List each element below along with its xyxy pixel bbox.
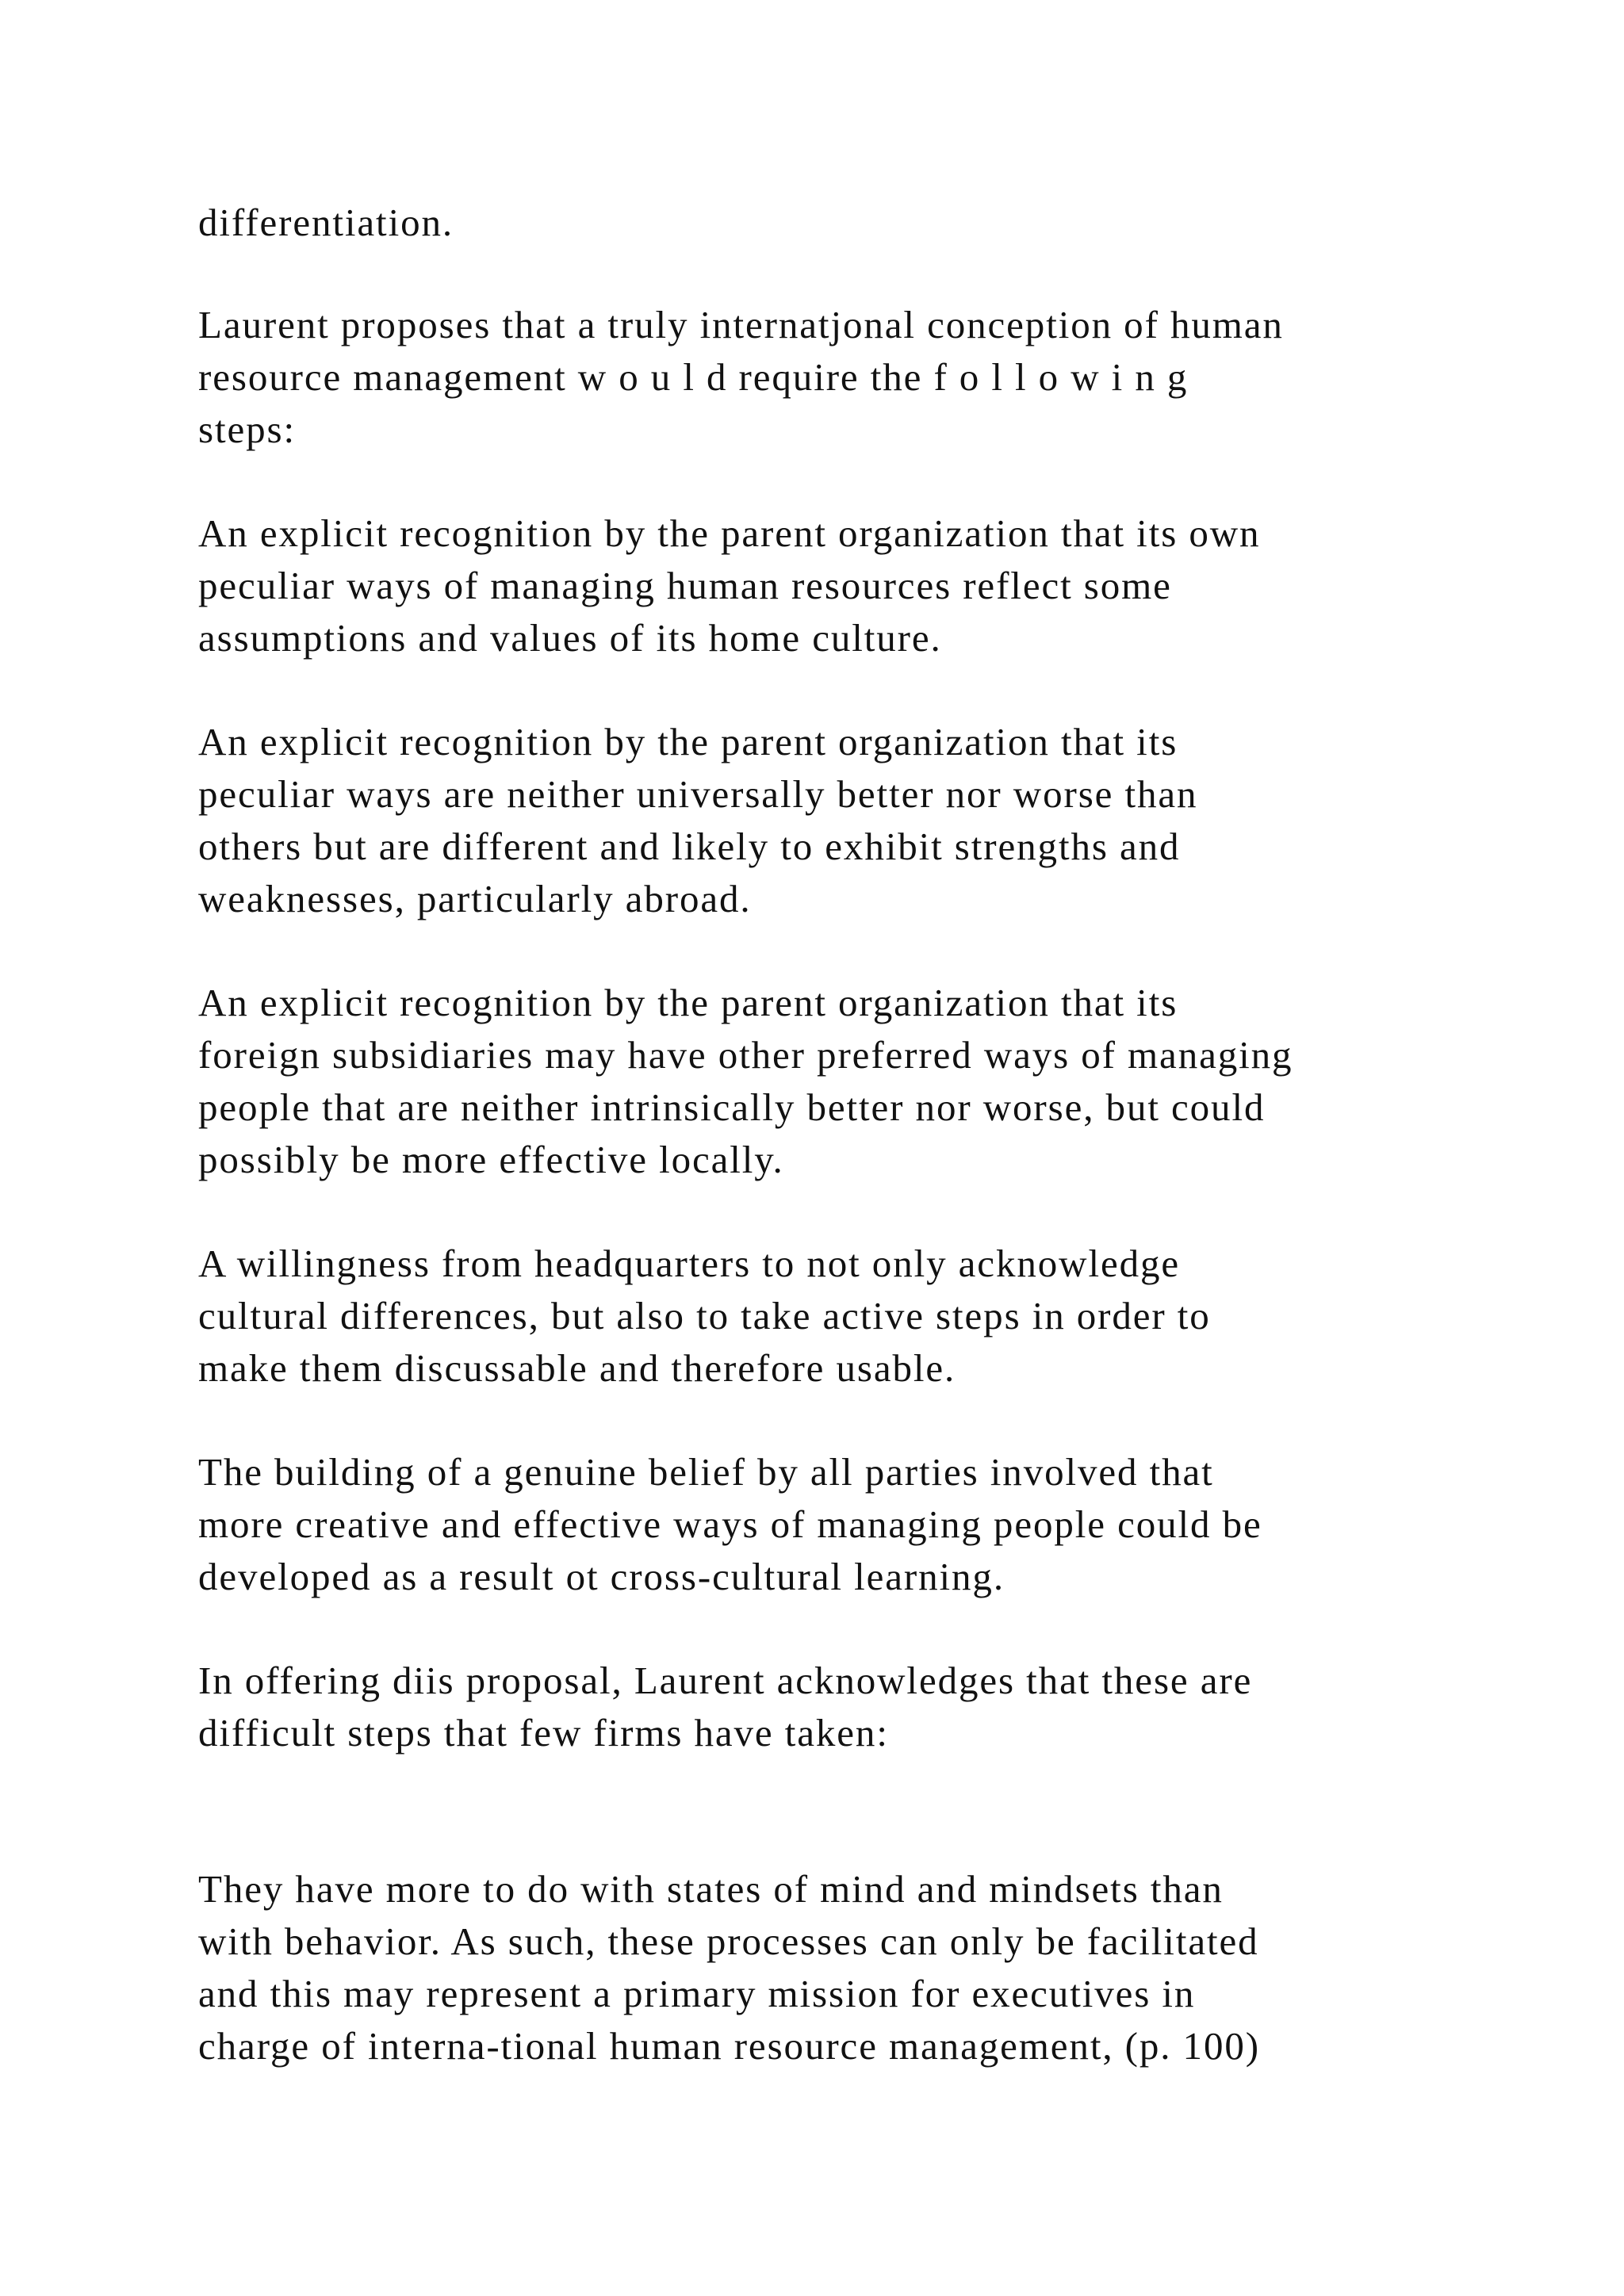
text-line: Laurent proposes that a truly internatjonal conception of human	[198, 303, 1284, 346]
text-line: resource management w o u l d require the f o l l o w i n g	[198, 355, 1189, 399]
text-line: An explicit recognition by the parent organization that its	[198, 720, 1178, 763]
text-line: developed as a result ot cross-cultural learning.	[198, 1555, 1005, 1598]
quote-line: and this may represent a primary mission for executives in	[198, 1972, 1196, 2015]
quote-line: charge of interna-tional human resource management, (p. 100)	[198, 2024, 1260, 2068]
text-line: possibly be more effective locally.	[198, 1138, 784, 1181]
text-line: more creative and effective ways of managing people could be	[198, 1502, 1262, 1546]
text-line: The building of a genuine belief by all parties involved that	[198, 1450, 1214, 1494]
text-line: A willingness from headquarters to not only acknowledge	[198, 1242, 1181, 1285]
text-line: others but are different and likely to exhibit strengths and	[198, 825, 1181, 868]
quote-line: with behavior. As such, these processes can only be facilitated	[198, 1919, 1259, 1963]
text-line: foreign subsidiaries may have other preferred ways of managing	[198, 1033, 1293, 1077]
text-line: An explicit recognition by the parent organization that its	[198, 981, 1178, 1024]
text-line: peculiar ways are neither universally better nor worse than	[198, 772, 1198, 816]
text-line: steps:	[198, 408, 297, 451]
text-line: In offering diis proposal, Laurent acknowledges that these are	[198, 1659, 1253, 1702]
text-line: people that are neither intrinsically better nor worse, but could	[198, 1085, 1266, 1129]
text-line: make them discussable and therefore usable.	[198, 1346, 956, 1390]
text-line: cultural differences, but also to take active steps in order to	[198, 1294, 1211, 1337]
text-line: peculiar ways of managing human resources reflect some	[198, 564, 1172, 607]
text-line: differentiation.	[198, 201, 454, 244]
text-line: assumptions and values of its home culture.	[198, 616, 942, 660]
text-line: An explicit recognition by the parent organization that its own	[198, 511, 1261, 555]
text-line: difficult steps that few firms have taken:	[198, 1711, 889, 1755]
quote-line: They have more to do with states of mind and mindsets than	[198, 1867, 1224, 1911]
text-line: weaknesses, particularly abroad.	[198, 877, 752, 920]
